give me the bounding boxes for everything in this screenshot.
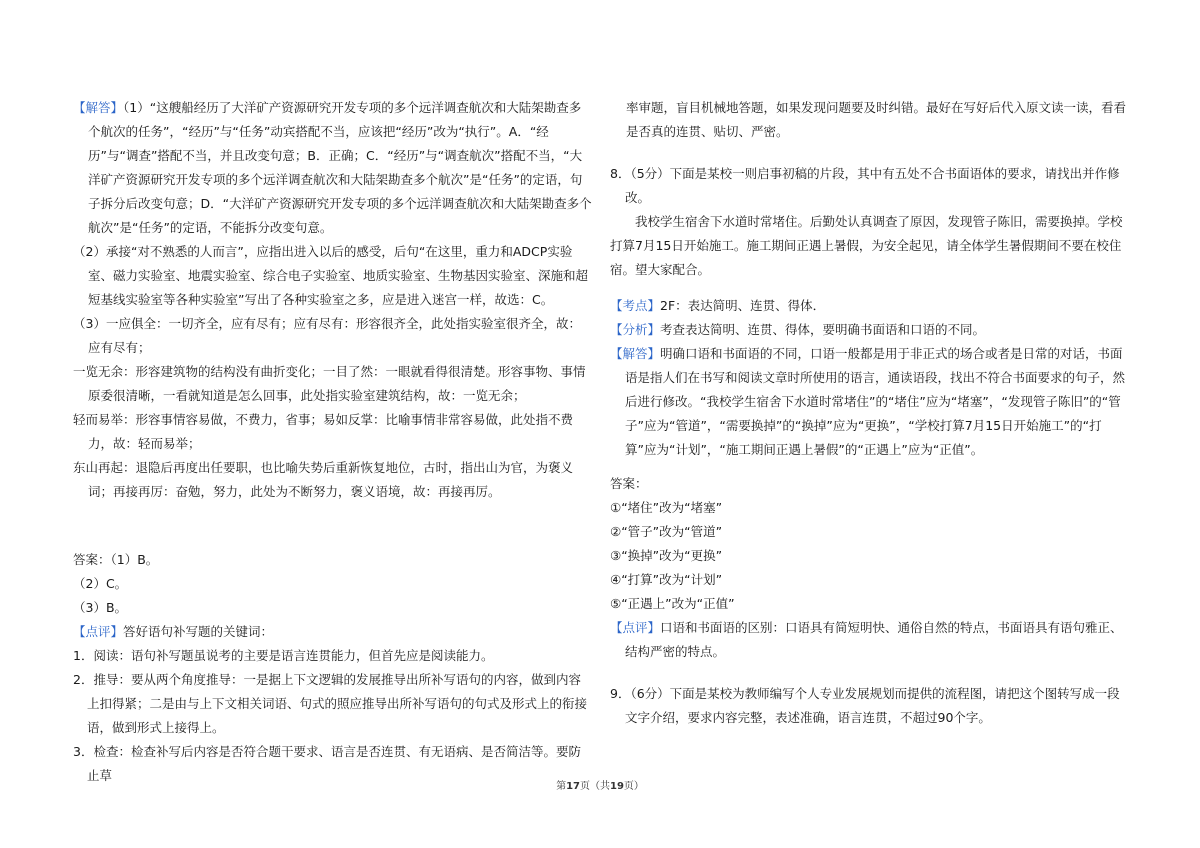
q7-comment-item-2: 2．推导：要从两个角度推导：一是据上下文逻辑的发展推导出所补写语句的内容，做到内容上扣得紧；二是由与上下文相关词语、句式的照应推导出所补写语句的句式及形式上的衔接语，做到形式上接得上。 xyxy=(73,672,588,735)
q7-solution-text-1: （1）“这艘船经历了大洋矿产资源研究开发专项的多个远洋调查航次和大陆架勘查多个航次的任务”，“经历”与“任务”动宾搭配不当，应该把“经历”改为“执行”。A．“经历”与“调查”搭配不当，并且改变句意；B．正确；C．“经历”与“调查航次”搭配不当，“大洋矿产资源研究开发专项的多个远洋调查航次和大陆架勘查多个航次”是“任务”的定语，句子拆分后改变句意；D．“大洋矿产资源研究开发专项的多个远洋调查航次和大陆架勘查多个航次”是“任务”的定语，不能拆分改变句意。 xyxy=(88,100,592,235)
q7-answer-2: （2）C。 xyxy=(73,576,128,591)
q8-passage: 我校学生宿舍下水道时常堵住。后勤处认真调查了原因，发现管子陈旧，需要换掉。学校打算7月15日开始施工。施工期间正遇上暑假，为安全起见，请全体学生暑假期间不要在校住宿。望大家配合。 xyxy=(610,214,1123,277)
q8-stem: 8．（5分）下面是某校一则启事初稿的片段，其中有五处不合书面语体的要求，请找出并作修改。 xyxy=(610,166,1120,205)
q8-answer-1: ①“堵住”改为“堵塞” xyxy=(610,500,723,515)
comment-tag: 【点评】 xyxy=(73,624,124,639)
footer-prefix: 第 xyxy=(556,781,567,792)
q7-comment xyxy=(73,620,593,644)
q8-knowledge-point xyxy=(610,294,1130,318)
q7-answer-1: 答案：（1）B。 xyxy=(73,552,159,567)
comment-tag: 【点评】 xyxy=(610,620,661,635)
right-column xyxy=(610,96,1130,730)
q8-answer-3: ③“换掉”改为“更换” xyxy=(610,548,723,563)
footer-suffix: 页） xyxy=(623,781,644,792)
knowledge-tag: 【考点】 xyxy=(610,298,661,313)
q8-comment xyxy=(610,616,1130,664)
q8-analysis-text: 考查表达简明、连贯、得体，要明确书面语和口语的不同。 xyxy=(660,322,986,337)
q7-comment-text: 答好语句补写题的关键词： xyxy=(123,624,274,639)
q8-solution xyxy=(610,342,1130,462)
q8-answer-5: ⑤“正遇上”改为“正值” xyxy=(610,596,735,611)
footer-total-pages: 19 xyxy=(610,781,624,792)
q9-stem: 9．（6分）下面是某校为教师编写个人专业发展规划而提供的流程图，请把这个图转写成一段文字介绍，要求内容完整，表述准确，语言连贯，不超过90个字。 xyxy=(610,686,1120,725)
solution-tag: 【解答】 xyxy=(73,100,124,115)
q8-solution-text: 明确口语和书面语的不同，口语一般都是用于非正式的场合或者是日常的对话，书面语是指人们在书写和阅读文章时所使用的语言，通读语段，找出不符合书面要求的句子，然后进行修改。“我校学生宿舍下水道时常堵住”的“堵住”应为“堵塞”，“发现管子陈旧”的“管子”应为“管道”，“需要换掉”的“换掉”应为“更换”，“学校打算7月15日开始施工”的“打算”应为“计划”，“施工期间正遇上暑假”的“正遇上”应为“正值”。 xyxy=(625,346,1126,457)
q8-knowledge-text: 2F：表达简明、连贯、得体． xyxy=(660,298,826,313)
footer-mid: 页（共 xyxy=(580,781,610,792)
q7-solution-part2: （2）承接“对不熟悉的人而言”，应指出进入以后的感受，后句“在这里，重力和ADCP实验室、磁力实验室、地震实验室、综合电子实验室、地质实验室、生物基因实验室、深施和超短基线实验室等各种实验室”写出了各种实验室之多，应是进入迷宫一样，故选：C。 xyxy=(73,244,589,307)
q8-answer-2: ②“管子”改为“管道” xyxy=(610,524,723,539)
q7-solution-part5: 轻而易举：形容事情容易做，不费力，省事；易如反掌：比喻事情非常容易做，此处指不费力，故：轻而易举； xyxy=(73,412,574,451)
q7-solution-part6: 东山再起：退隐后再度出任要职，也比喻失势后重新恢复地位，古时，指出山为官，为褒义词；再接再厉：奋勉，努力，此处为不断努力，褒义语境，故：再接再厉。 xyxy=(73,460,574,499)
analysis-tag: 【分析】 xyxy=(610,322,661,337)
q7-comment-item-1: 1．阅读：语句补写题虽说考的主要是语言连贯能力，但首先应是阅读能力。 xyxy=(73,648,494,663)
q8-analysis xyxy=(610,318,1130,342)
q8-answer-4: ④“打算”改为“计划” xyxy=(610,572,723,587)
q7-comment-item-3: 3．检查：检查补写后内容是否符合题干要求、语言是否连贯、有无语病、是否简洁等。要防止草 xyxy=(73,744,581,783)
q7-solution-part4: 一览无余：形容建筑物的结构没有曲折变化；一目了然：一眼就看得很清楚。形容事物、事情原委很清晰，一看就知道是怎么回事，此处指实验室建筑结构，故：一览无余； xyxy=(73,364,586,403)
q7-answer-3: （3）B。 xyxy=(73,600,128,615)
q8-answer-label: 答案： xyxy=(610,476,648,491)
solution-tag: 【解答】 xyxy=(610,346,661,361)
q7-solution-part3: （3）一应俱全：一切齐全，应有尽有；应有尽有：形容很齐全，此处指实验室很齐全，故：应有尽有； xyxy=(73,316,581,355)
q7-comment-continued: 率审题，盲目机械地答题，如果发现问题要及时纠错。最好在写好后代入原文读一读，看看是否真的连贯、贴切、严密。 xyxy=(626,100,1127,139)
footer-page-number: 17 xyxy=(566,781,580,792)
q8-comment-text: 口语和书面语的区别：口语具有简短明快、通俗自然的特点，书面语具有语句雅正、结构严密的特点。 xyxy=(625,620,1123,659)
q7-solution-part1 xyxy=(73,96,593,240)
left-column xyxy=(73,96,593,788)
page-footer xyxy=(0,777,1200,792)
